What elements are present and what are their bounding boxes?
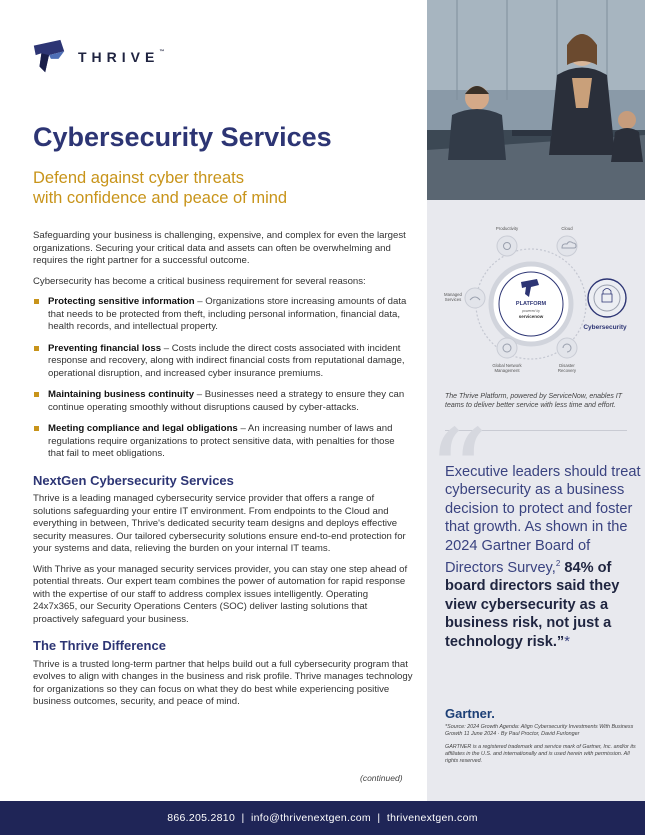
svg-text:Disaster: Disaster [559,363,575,368]
nextgen-paragraph-2: With Thrive as your managed security services provider, you can stay one step ahead of potential threats. Our expert team combines the power of automation for rapid response with the expertise of our staff to address complex issues intelligently. Operating 24x7x365, our Security Operations Centers (SOC) deliver lasting solutions that proactively safeguard your business. [33,563,408,625]
intro-paragraph-2: Cybersecurity has become a critical business requirement for several reasons: [33,275,366,287]
cloud-node [557,226,577,256]
photo-illustration [427,0,645,200]
svg-text:Productivity: Productivity [495,226,519,231]
platform-powered-label: powered by [521,309,541,313]
quote-mark-icon: “ [427,405,489,544]
pull-quote: Executive leaders should treat cybersecurity as a business decision to protect and foster that growth. As shown in the 2024 Gartner Board of Directors Survey,$^2$ 84% of board directors said they view cybersecurity as a business risk, not just a technology risk.”* [445,464,641,650]
svg-text:Recovery: Recovery [557,368,577,373]
productivity-node [496,226,519,256]
contact-text: 866.205.2810 | info@thrivenextgen.com | thrivenextgen.com [167,812,478,824]
platform-diagram-svg [427,218,645,388]
list-item: Preventing financial loss – Costs include the direct costs associated with incident response and recovery, along with indirect financial costs from reputational damage, operational disruption, and increased cyber insurance premiums. [33,343,413,381]
platform-caption: The Thrive Platform, powered by ServiceNow, enables IT teams to deliver better service with less time and effort. [445,393,623,409]
page-title: Cybersecurity Services [33,122,332,152]
contact-footer [0,801,645,835]
trademark-note: GARTNER is a registered trademark and service mark of Gartner, Inc. and/or its affiliates in the U.S. and internationally and is used herein with permission. All rights reserved. [445,744,636,764]
thrive-logo [30,38,164,76]
reasons-list [33,296,413,461]
continued-note: (continued) [360,773,403,783]
nextgen-paragraph-1: Thrive is a leading managed cybersecurity service provider that offers a range of solutions safeguarding your entire IT environment. From endpoints to the Cloud and everything in between, Thrive's dedicated security team designs and deploys effective security measures. Our tailored cybersecurity solutions ensure end-to-end protection for your systems and data, relieving the burden on your internal IT teams. [33,493,406,554]
servicenow-label: servicenow [518,314,544,319]
quote-source: *Source: 2024 Growth Agenda: Align Cybersecurity Investments With Business Growth 11 June 2024 · By Paul Proctor, David Furlonger [445,724,634,737]
disaster-recovery-node [557,338,577,373]
svg-text:Cybersecurity: Cybersecurity [583,324,627,331]
gartner-logo: Gartner. [445,706,495,721]
list-item: Maintaining business continuity – Businesses need a strategy to ensure they can continue operating smoothly without disruptions caused by cyber-attacks. [33,389,413,414]
list-item: Meeting compliance and legal obligations – An increasing number of laws and regulations require organizations to protect sensitive data, with penalties for those that fail to meet obligations. [33,423,413,461]
difference-paragraph: Thrive is a trusted long-term partner that helps build out a full cybersecurity program that evolves to align with changes in the business and risk profile. Thrive manages technology for organizations so they can focus on what they do best while experiencing positive business outcomes, security, and peace of mind. [33,658,413,707]
svg-text:Management: Management [494,368,520,373]
difference-heading: The Thrive Difference [33,638,166,653]
list-item: Protecting sensitive information – Organizations store increasing amounts of data that needs to be protected from theft, including personal information, financial data, health records, and intellectual property. [33,296,413,334]
managed-services-node [444,288,485,308]
logo-wordmark: THRIVE™ [78,49,165,65]
svg-text:Services: Services [444,297,462,302]
team-meeting-photo [427,0,645,200]
sidebar-panel [427,0,645,801]
svg-text:Cloud: Cloud [561,226,573,231]
page-subtitle: Defend against cyber threats with confidence and peace of mind [33,169,288,207]
intro-paragraph-1: Safeguarding your business is challenging, expensive, and complex for even the largest organizations. Securing your critical data and assets can often be overwhelming and requires the right partner for a successful outcome. [33,230,406,266]
nextgen-heading: NextGen Cybersecurity Services [33,472,234,488]
cybersecurity-node [583,279,627,331]
svg-text:Managed: Managed [444,292,462,297]
platform-diagram [427,218,645,388]
svg-text:Global Network: Global Network [492,363,522,368]
main-content [33,230,413,717]
platform-center-title: PLATFORM [515,301,547,307]
thrive-logo-icon [30,38,68,76]
